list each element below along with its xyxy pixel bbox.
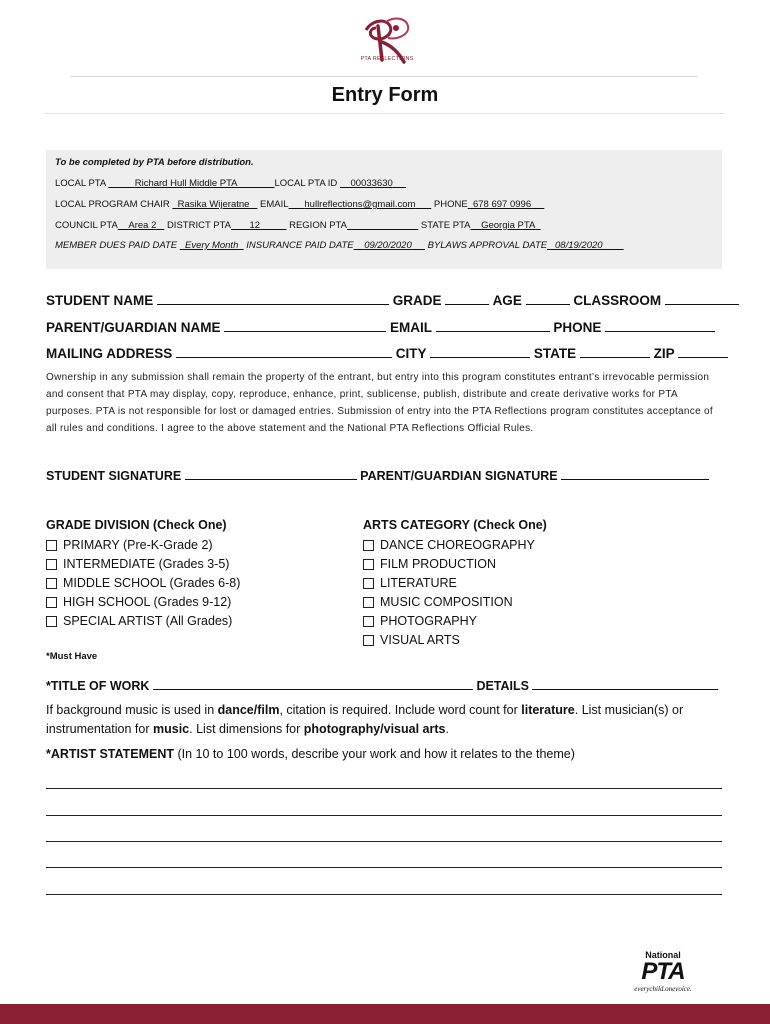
grade-option[interactable]: SPECIAL ARTIST (All Grades): [46, 614, 232, 628]
state-label-main: STATE: [533, 346, 577, 361]
student-signature-field[interactable]: [185, 465, 357, 480]
arts-option[interactable]: PHOTOGRAPHY: [363, 614, 477, 628]
checkbox[interactable]: [363, 559, 374, 570]
state-field[interactable]: [580, 343, 650, 358]
logo-caption: PTA REFLECTIONS: [360, 56, 414, 62]
pta-info-box: [46, 150, 722, 269]
checkbox[interactable]: [46, 597, 57, 608]
parent-phone-label: PHONE: [553, 320, 602, 335]
background-music-instructions: If background music is used in dance/film, citation is required. Include word count for literature. List musician(s) or instrumentation for music. List dimensions for photography/visual arts.: [46, 703, 684, 736]
mailing-address-field[interactable]: [176, 343, 392, 358]
city-field[interactable]: [430, 343, 530, 358]
email-value[interactable]: hullreflections@gmail.com: [304, 199, 416, 210]
title-divider: [45, 113, 725, 114]
arts-category-heading: ARTS CATEGORY (Check One): [363, 518, 547, 532]
council-label: COUNCIL PTA: [55, 220, 118, 231]
bylaws-value[interactable]: 08/19/2020: [555, 240, 603, 251]
checkbox[interactable]: [363, 616, 374, 627]
arts-option[interactable]: MUSIC COMPOSITION: [363, 595, 513, 609]
chair-label: LOCAL PROGRAM CHAIR: [55, 199, 170, 210]
region-label: REGION PTA: [289, 220, 347, 231]
district-label: DISTRICT PTA: [166, 220, 231, 231]
checkbox[interactable]: [46, 540, 57, 551]
chair-value[interactable]: Rasika Wijeratne: [177, 199, 250, 210]
mailing-address-label: MAILING ADDRESS: [46, 346, 173, 361]
parent-name-label: PARENT/GUARDIAN NAME: [46, 320, 221, 335]
artist-statement-label: *ARTIST STATEMENT (In 10 to 100 words, describe your work and how it relates to the theme): [46, 747, 575, 761]
title-of-work-label: *TITLE OF WORK: [46, 679, 150, 693]
region-value[interactable]: [347, 220, 418, 231]
grade-field[interactable]: [445, 290, 489, 305]
dues-label: MEMBER DUES PAID DATE: [55, 240, 178, 251]
age-label: AGE: [492, 293, 522, 308]
zip-field[interactable]: [678, 343, 728, 358]
age-field[interactable]: [526, 290, 570, 305]
parent-name-field[interactable]: [224, 317, 386, 332]
checkbox[interactable]: [46, 616, 57, 627]
zip-label: ZIP: [653, 346, 675, 361]
parent-row: [46, 317, 715, 335]
arts-option[interactable]: LITERATURE: [363, 576, 457, 590]
state-label: STATE PTA: [420, 220, 471, 231]
parent-signature-label: PARENT/GUARDIAN SIGNATURE: [360, 469, 558, 483]
insurance-label: INSURANCE PAID DATE: [246, 240, 354, 251]
grade-option[interactable]: PRIMARY (Pre-K-Grade 2): [46, 538, 213, 552]
checkbox[interactable]: [363, 578, 374, 589]
signature-row: [46, 465, 709, 483]
council-row: [55, 220, 541, 231]
statement-line[interactable]: [46, 815, 722, 816]
local-pta-label: LOCAL PTA: [55, 178, 106, 189]
dues-value[interactable]: Every Month: [185, 240, 239, 251]
parent-signature-field[interactable]: [561, 465, 709, 480]
parent-phone-field[interactable]: [605, 317, 715, 332]
student-name-row: [46, 290, 739, 308]
statement-line[interactable]: [46, 788, 722, 789]
classroom-label: CLASSROOM: [573, 293, 662, 308]
bylaws-label: BYLAWS APPROVAL DATE: [427, 240, 548, 251]
pta-note: To be completed by PTA before distribution.: [55, 157, 254, 168]
arts-option[interactable]: DANCE CHOREOGRAPHY: [363, 538, 535, 552]
classroom-field[interactable]: [665, 290, 739, 305]
dates-row: [55, 240, 624, 251]
phone-value[interactable]: 678 697 0996: [472, 199, 532, 210]
local-pta-id-label: LOCAL PTA ID: [274, 178, 338, 189]
checkbox[interactable]: [363, 635, 374, 646]
header-divider: [70, 76, 698, 77]
details-field[interactable]: [532, 675, 718, 690]
grade-option[interactable]: INTERMEDIATE (Grades 3-5): [46, 557, 229, 571]
grade-division-heading: GRADE DIVISION (Check One): [46, 518, 227, 532]
must-have-note: *Must Have: [46, 651, 98, 662]
local-pta-row: [55, 178, 406, 189]
ownership-statement: Ownership in any submission shall remain the property of the entrant, but entry into this program constitutes entrant’s irrevocable permission and consent that PTA may display, copy, reproduce, enhance, print, sublicense, publish, distribute and create derivative works for PTA purposes. PTA is not responsible for lost or damaged entries. Submission of entry into the PTA Reflections program constitutes acceptance of all rules and conditions. I agree to the above statement and the National PTA Reflections Official Rules.: [46, 372, 713, 434]
grade-option[interactable]: MIDDLE SCHOOL (Grades 6-8): [46, 576, 240, 590]
phone-label: PHONE: [433, 199, 468, 210]
state-value[interactable]: Georgia PTA: [481, 220, 536, 231]
arts-option[interactable]: FILM PRODUCTION: [363, 557, 496, 571]
grade-option[interactable]: HIGH SCHOOL (Grades 9-12): [46, 595, 231, 609]
city-label: CITY: [395, 346, 427, 361]
grade-label: GRADE: [392, 293, 442, 308]
email-label: EMAIL: [260, 199, 289, 210]
arts-option[interactable]: VISUAL ARTS: [363, 633, 460, 647]
statement-line[interactable]: [46, 894, 722, 895]
local-pta-id-value[interactable]: 00033630: [350, 178, 393, 189]
address-row: [46, 343, 728, 361]
statement-line[interactable]: [46, 841, 722, 842]
page-title: Entry Form: [331, 84, 439, 106]
council-value[interactable]: Area 2: [128, 220, 157, 231]
parent-email-field[interactable]: [436, 317, 550, 332]
statement-line[interactable]: [46, 867, 722, 868]
insurance-value[interactable]: 09/20/2020: [364, 240, 412, 251]
student-name-label: STUDENT NAME: [46, 293, 154, 308]
details-label: DETAILS: [476, 679, 529, 693]
parent-email-label: EMAIL: [390, 320, 432, 335]
checkbox[interactable]: [46, 578, 57, 589]
title-of-work-field[interactable]: [153, 675, 473, 690]
district-value[interactable]: 12: [249, 220, 261, 231]
student-name-field[interactable]: [157, 290, 389, 305]
checkbox[interactable]: [363, 540, 374, 551]
student-signature-label: STUDENT SIGNATURE: [46, 469, 182, 483]
chair-row: [55, 199, 544, 210]
title-of-work-row: [46, 675, 718, 693]
national-pta-logo: National PTA everychild.onevoice.: [634, 950, 692, 993]
checkbox[interactable]: [46, 559, 57, 570]
checkbox[interactable]: [363, 597, 374, 608]
footer-bar: [0, 1004, 770, 1024]
local-pta-value[interactable]: Richard Hull Middle PTA: [134, 178, 238, 189]
